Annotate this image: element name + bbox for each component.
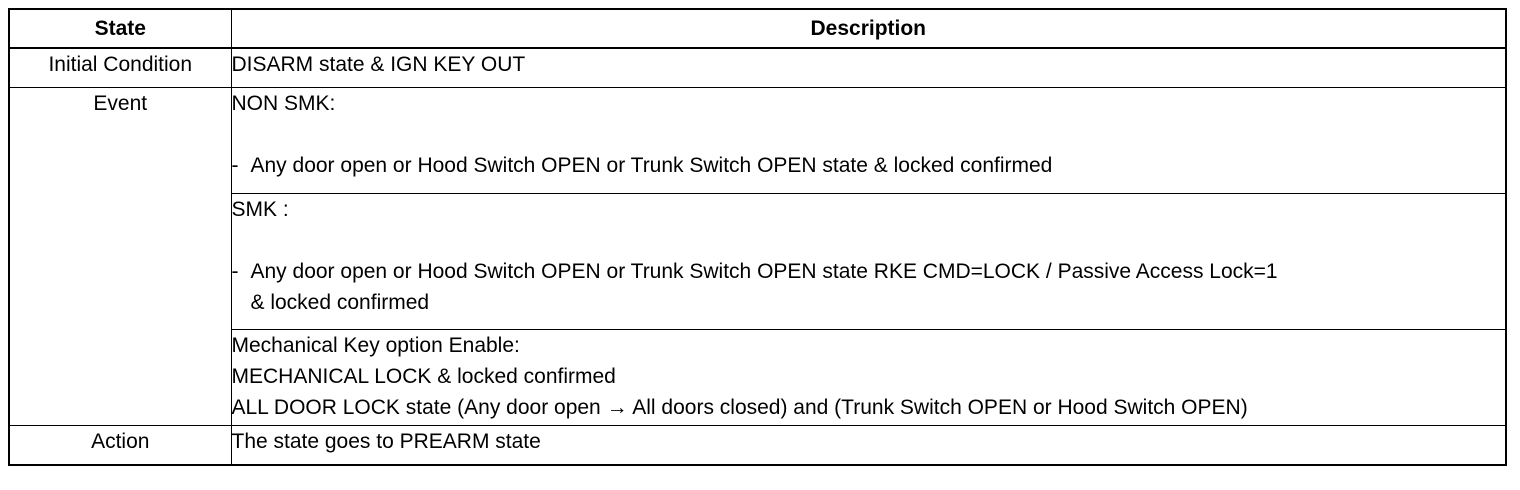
table-row-event-smk bbox=[9, 194, 1506, 330]
non-smk-item: Any door open or Hood Switch OPEN or Trunk Switch OPEN state & locked confirmed bbox=[250, 154, 1053, 177]
header-row bbox=[9, 9, 1506, 48]
description-cell-initial-condition: DISARM state & IGN KEY OUT bbox=[231, 48, 1506, 88]
spacer bbox=[232, 119, 1506, 150]
dash-marker: - bbox=[231, 260, 239, 283]
description-cell-smk bbox=[231, 194, 1506, 330]
spacer bbox=[232, 225, 1506, 256]
description-cell-action: The state goes to PREARM state bbox=[231, 426, 1506, 466]
state-cell-action: Action bbox=[9, 426, 231, 466]
table-row-initial-condition bbox=[9, 48, 1506, 88]
dash-marker: - bbox=[231, 154, 239, 177]
table-row-event-mechanical-key bbox=[9, 330, 1506, 426]
smk-item bbox=[251, 256, 1278, 318]
state-cell-event: Event bbox=[9, 88, 231, 426]
description-column-header: Description bbox=[231, 9, 1506, 48]
table-row-action bbox=[9, 426, 1506, 466]
smk-item-line-1: Any door open or Hood Switch OPEN or Trunk Switch OPEN state RKE CMD=LOCK / Passive Access Lock=1 bbox=[250, 260, 1278, 283]
smk-item-line-2: & locked confirmed bbox=[250, 291, 430, 314]
mechanical-line-3: ALL DOOR LOCK state (Any door open → All doors closed) and (Trunk Switch OPEN or Hood Switch OPEN) bbox=[231, 396, 1248, 419]
mechanical-line-2: MECHANICAL LOCK & locked confirmed bbox=[231, 365, 616, 388]
smk-title: SMK : bbox=[231, 198, 289, 221]
state-description-table bbox=[8, 8, 1507, 466]
table-row-event-non-smk bbox=[9, 88, 1506, 194]
description-cell-non-smk bbox=[231, 88, 1506, 194]
state-column-header: State bbox=[9, 9, 231, 48]
non-smk-bullet bbox=[232, 150, 1506, 181]
description-cell-mechanical-key bbox=[231, 330, 1506, 426]
state-cell-initial-condition: Initial Condition bbox=[9, 48, 231, 88]
non-smk-title: NON SMK: bbox=[231, 92, 336, 115]
mechanical-line-1: Mechanical Key option Enable: bbox=[231, 334, 520, 357]
smk-bullet bbox=[232, 256, 1506, 318]
